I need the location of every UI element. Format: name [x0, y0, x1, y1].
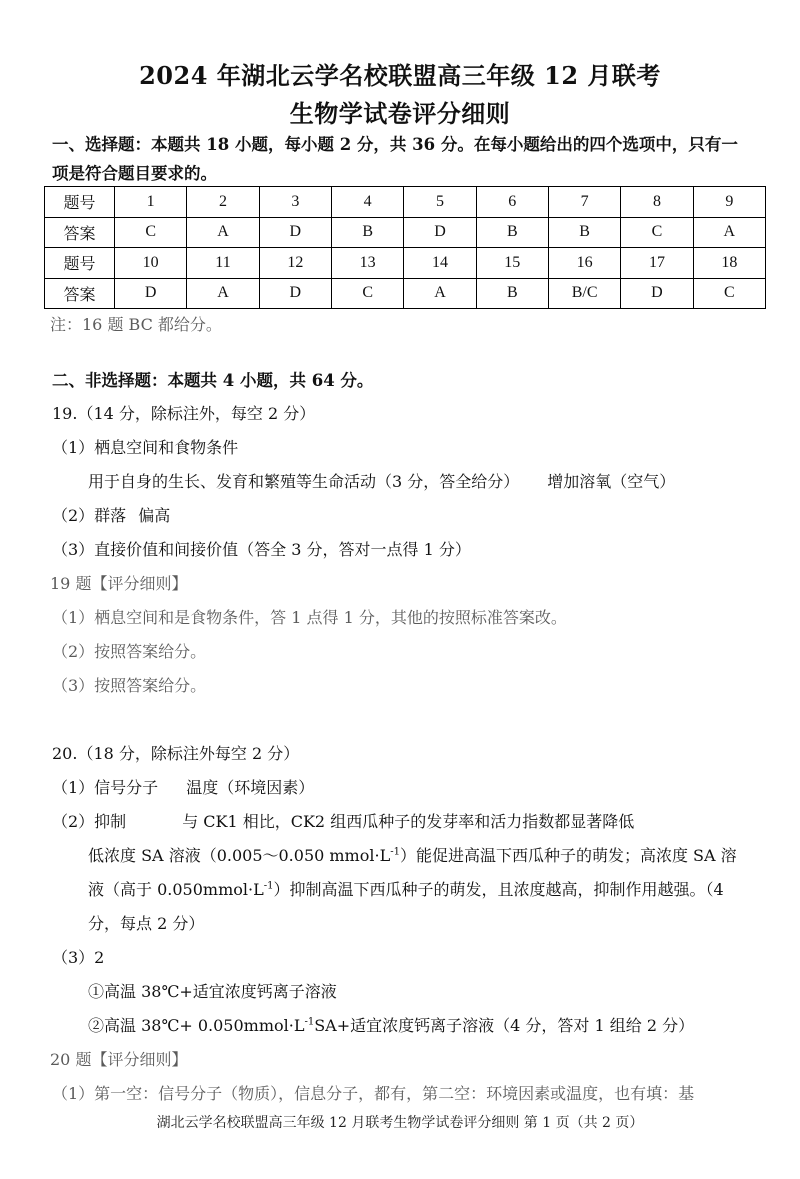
table-cell: C [621, 217, 693, 248]
row-label: 题号 [45, 248, 115, 279]
q20-answer-3b-sup: -1 [304, 1016, 315, 1028]
q20-answer-3a: ①高温 38℃+适宜浓度钙离子溶液 [88, 982, 337, 1001]
q20-answer-3b-text2: SA+适宜浓度钙离子溶液（4 分，答对 1 组给 2 分） [314, 1016, 695, 1035]
q20-answer-2d [88, 879, 724, 901]
table-cell: A [404, 278, 476, 309]
q20-answer-2c-sup: -1 [390, 846, 400, 858]
document-title: 2024 年湖北云学名校联盟高三年级 12 月联考 [139, 61, 661, 90]
q20-answer-1 [52, 777, 314, 799]
table-cell: 5 [404, 187, 476, 218]
table-row-numbers-2 [45, 248, 766, 279]
table-cell: 3 [259, 187, 331, 218]
table-cell: B [331, 217, 403, 248]
table-cell: 9 [693, 187, 765, 218]
q19-answer-1b-part2: 增加溶氧（空气） [547, 472, 676, 491]
q20-answer-2d-sup: -1 [263, 880, 274, 892]
table-cell: B/C [548, 278, 620, 309]
q20-answer-3b-text1: ②高温 38℃+ 0.050mmol·L [88, 1016, 305, 1035]
q20-rubric-1: （1）第一空：信号分子（物质），信息分子，都有，第二空：环境因素或温度，也有填：基 [52, 1084, 695, 1103]
table-cell: 10 [115, 248, 187, 279]
table-note: 注：16 题 BC 都给分。 [50, 315, 222, 334]
section2-heading: 二、非选择题：本题共 4 小题，共 64 分。 [52, 371, 374, 390]
q20-answer-3: （3）2 [52, 948, 105, 967]
q20-answer-1-part2: 温度（环境因素） [186, 778, 315, 797]
q19-rubric-heading: 19 题【评分细则】 [50, 574, 188, 593]
table-cell: C [693, 278, 765, 309]
q19-rubric-2: （2）按照答案给分。 [52, 642, 207, 661]
q20-answer-3b [88, 1015, 694, 1037]
table-cell: 18 [693, 248, 765, 279]
table-cell: 17 [621, 248, 693, 279]
table-cell: 4 [331, 187, 403, 218]
table-cell: D [259, 217, 331, 248]
q19-heading: 19.（14 分，除标注外，每空 2 分） [52, 404, 316, 423]
table-cell: 12 [259, 248, 331, 279]
q20-answer-2c-text2: ）能促进高温下西瓜种子的萌发；高浓度 SA 溶 [399, 846, 737, 865]
q19-answer-3: （3）直接价值和间接价值（答全 3 分，答对一点得 1 分） [52, 540, 471, 559]
q19-answer-1b [88, 471, 675, 493]
q20-heading: 20.（18 分，除标注外每空 2 分） [52, 744, 300, 763]
table-cell: 11 [187, 248, 259, 279]
table-cell: 16 [548, 248, 620, 279]
q19-answer-2-part2: 偏高 [138, 506, 171, 525]
q20-answer-2c [88, 845, 737, 867]
document-subtitle: 生物学试卷评分细则 [289, 99, 511, 128]
answer-table [44, 186, 766, 309]
table-row-numbers-1 [45, 187, 766, 218]
table-cell: C [331, 278, 403, 309]
table-cell: B [476, 278, 548, 309]
table-cell: A [187, 278, 259, 309]
q19-answer-2-part1: （2）群落 [52, 506, 127, 525]
table-cell: D [404, 217, 476, 248]
table-cell: D [259, 278, 331, 309]
q20-answer-1-part1: （1）信号分子 [52, 778, 159, 797]
section1-heading-line2: 项是符合题目要求的。 [52, 164, 217, 183]
table-cell: 1 [115, 187, 187, 218]
table-cell: 7 [548, 187, 620, 218]
q20-answer-2 [52, 811, 634, 833]
table-cell: C [115, 217, 187, 248]
table-cell: D [621, 278, 693, 309]
row-label: 答案 [45, 217, 115, 248]
q20-answer-2-part1: （2）抑制 [52, 812, 127, 831]
q20-answer-2d-text2: ）抑制高温下西瓜种子的萌发，且浓度越高，抑制作用越强。（4 [273, 880, 724, 899]
q19-answer-2 [52, 505, 170, 527]
q19-rubric-1: （1）栖息空间和是食物条件，答 1 点得 1 分，其他的按照标准答案改。 [52, 608, 567, 627]
section1-heading [52, 130, 762, 188]
q20-answer-2-part2: 与 CK1 相比，CK2 组西瓜种子的发芽率和活力指数都显著降低 [182, 812, 635, 831]
q20-answer-2d-text1: 液（高于 0.050mmol·L [88, 880, 264, 899]
table-cell: 2 [187, 187, 259, 218]
table-cell: 8 [621, 187, 693, 218]
table-cell: B [548, 217, 620, 248]
table-cell: 6 [476, 187, 548, 218]
table-cell: 15 [476, 248, 548, 279]
section1-heading-line1: 一、选择题：本题共 18 小题，每小题 2 分，共 36 分。在每小题给出的四个选项中，只有一 [52, 135, 738, 154]
row-label: 题号 [45, 187, 115, 218]
table-cell: 13 [331, 248, 403, 279]
table-cell: A [693, 217, 765, 248]
q19-rubric-3: （3）按照答案给分。 [52, 676, 207, 695]
q19-answer-1b-part1: 用于自身的生长、发育和繁殖等生命活动（3 分，答全给分） [88, 472, 520, 491]
table-cell: B [476, 217, 548, 248]
page-footer: 湖北云学名校联盟高三年级 12 月联考生物学试卷评分细则 第 1 页（共 2 页） [156, 1115, 644, 1131]
table-cell: D [115, 278, 187, 309]
q20-answer-2c-text1: 低浓度 SA 溶液（0.005～0.050 mmol·L [88, 846, 391, 865]
q20-answer-2e: 分，每点 2 分） [88, 914, 205, 933]
table-row-answers-1 [45, 217, 766, 248]
row-label: 答案 [45, 278, 115, 309]
q20-rubric-heading: 20 题【评分细则】 [50, 1050, 188, 1069]
table-row-answers-2 [45, 278, 766, 309]
table-cell: 14 [404, 248, 476, 279]
q19-answer-1: （1）栖息空间和食物条件 [52, 438, 239, 457]
table-cell: A [187, 217, 259, 248]
